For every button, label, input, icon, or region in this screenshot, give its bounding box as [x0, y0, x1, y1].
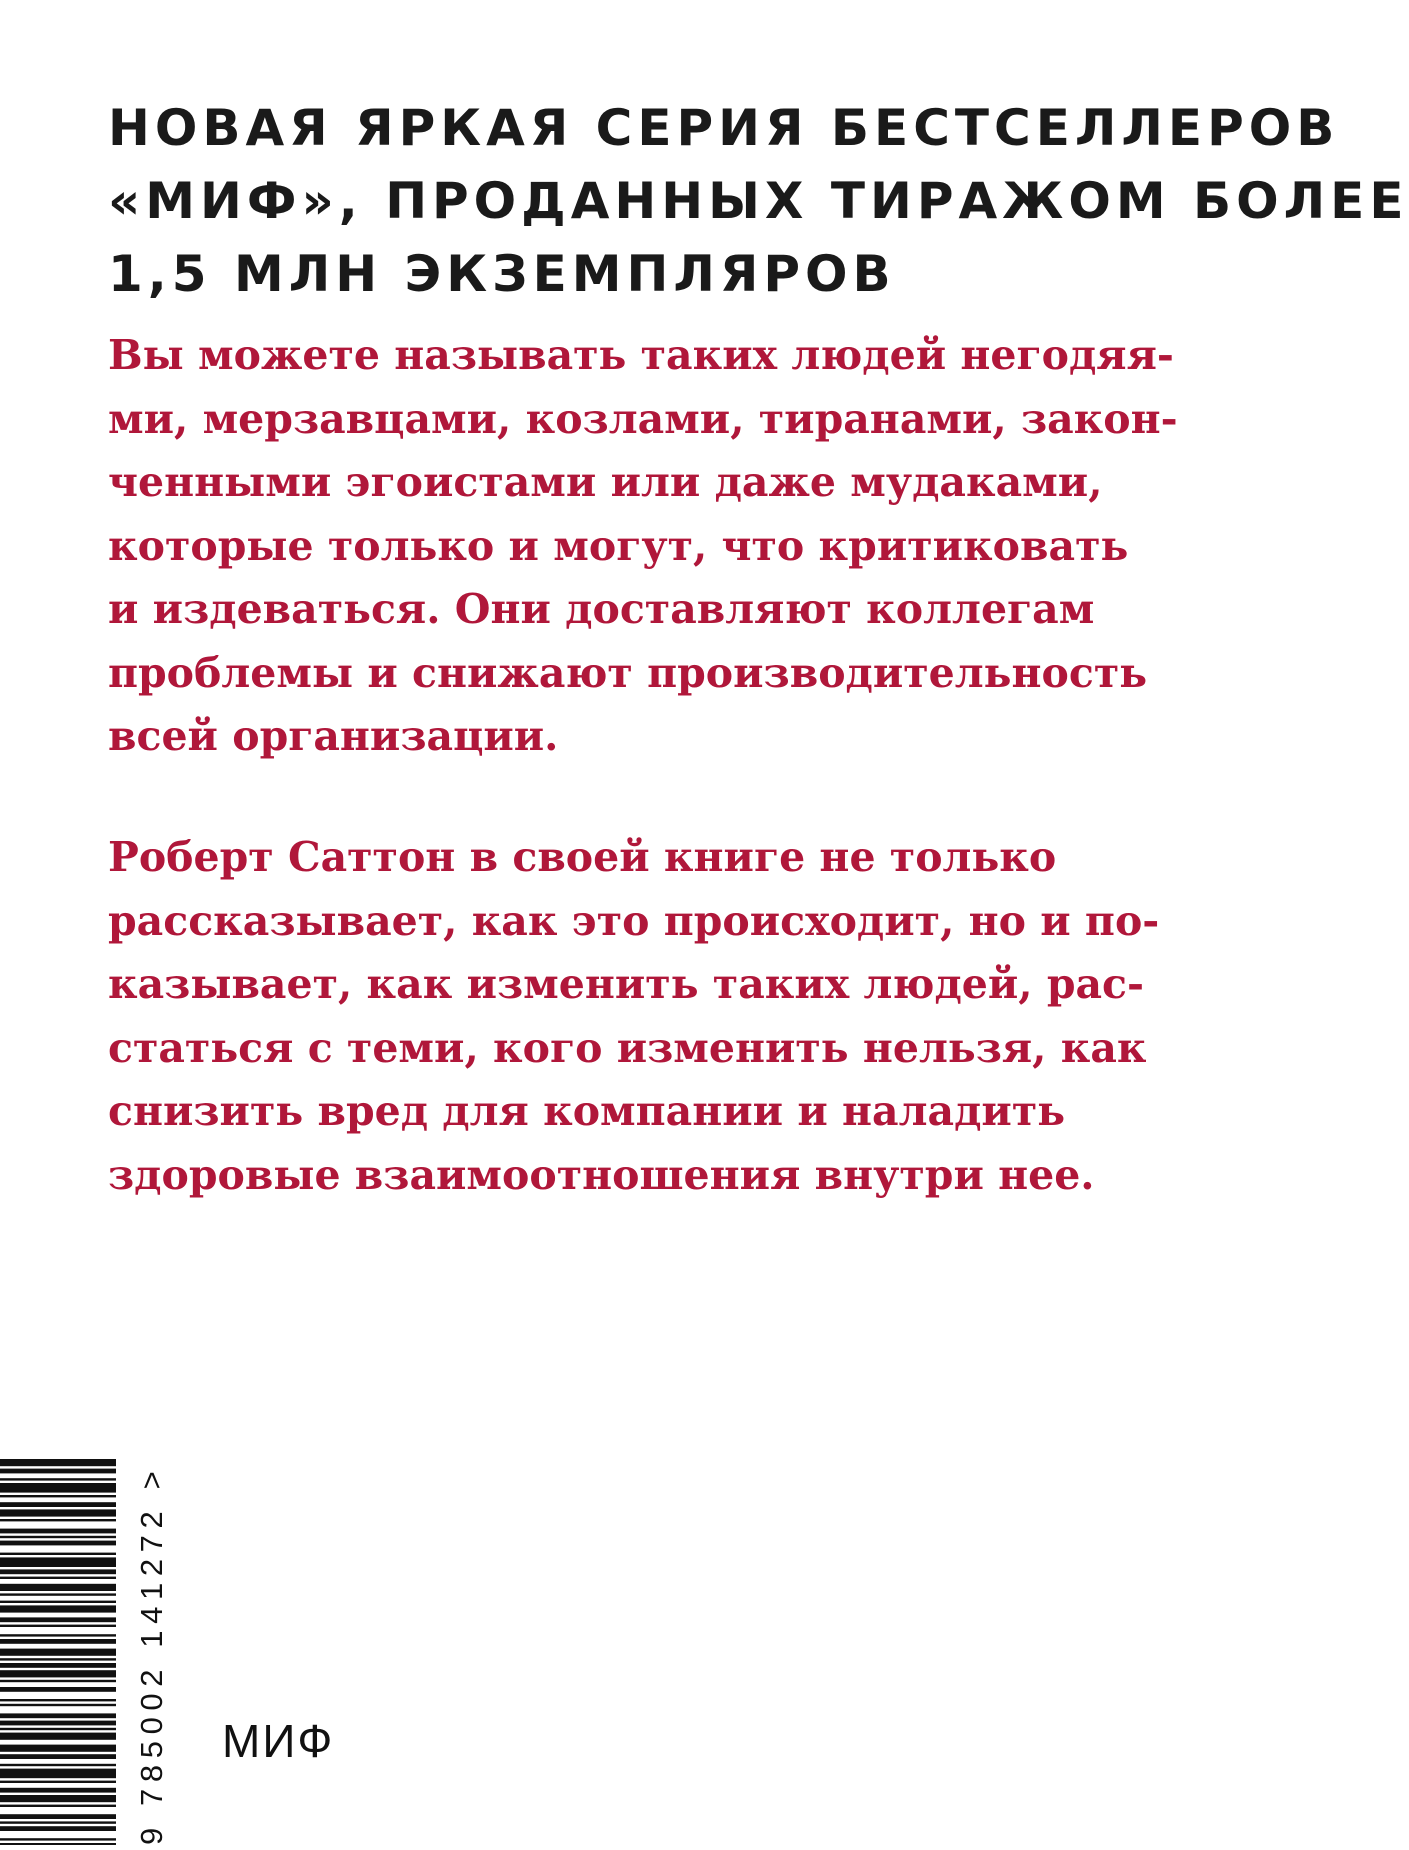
- barcode-bar: [0, 1593, 116, 1595]
- barcode-bar: [0, 1649, 116, 1656]
- barcode-bar: [0, 1733, 116, 1740]
- paragraph-line: Роберт Саттон в своей книге не только: [108, 833, 1057, 881]
- headline-line: «МИФ», ПРОДАННЫХ ТИРАЖОМ БОЛЕЕ: [108, 172, 1409, 230]
- barcode-bar: [0, 1764, 116, 1766]
- barcode-bar: [0, 1605, 116, 1612]
- paragraph-line: здоровые взаимоотношения внутри нее.: [108, 1150, 1095, 1199]
- isbn-barcode: [0, 1455, 150, 1850]
- barcode-bar: [0, 1821, 116, 1823]
- barcode-bar: [0, 1569, 116, 1574]
- headline-line: НОВАЯ ЯРКАЯ СЕРИЯ БЕСТСЕЛЛЕРОВ: [108, 99, 1340, 157]
- description-paragraph-2: [108, 826, 1168, 1207]
- paragraph-line: снизить вред для компании и наладить: [108, 1087, 1066, 1135]
- barcode-bar: [0, 1495, 116, 1497]
- headline-line: 1,5 МЛН ЭКЗЕМПЛЯРОВ: [108, 245, 896, 303]
- barcode-bar: [0, 1478, 116, 1480]
- barcode-bar: [0, 1529, 116, 1534]
- barcode-bar: [0, 1680, 116, 1682]
- description-paragraph-1: [108, 324, 1178, 769]
- barcode-bar: [0, 1541, 116, 1546]
- barcode-bar: [0, 1469, 116, 1474]
- barcode-bar: [0, 1788, 116, 1793]
- barcode-bar: [0, 1805, 116, 1807]
- publisher-logo-text: МИФ: [222, 1715, 335, 1767]
- barcode-bar: [0, 1625, 116, 1627]
- barcode-bar: [0, 1713, 116, 1718]
- paragraph-line: всей организации.: [108, 712, 559, 760]
- barcode-bar: [0, 1843, 116, 1845]
- barcode-bar: [0, 1769, 116, 1779]
- paragraph-line: Вы можете называть таких людей негодяя-: [108, 331, 1174, 379]
- barcode-bar: [0, 1699, 116, 1701]
- barcode-bar: [0, 1577, 116, 1579]
- barcode-bar: [0, 1617, 116, 1622]
- barcode-bar: [0, 1639, 116, 1644]
- barcode-bar: [0, 1483, 116, 1493]
- barcode-bar: [0, 1557, 116, 1567]
- barcode-bar: [0, 1781, 116, 1783]
- barcode-bar: [0, 1838, 116, 1840]
- barcode-bar: [0, 1553, 116, 1555]
- barcode-bar: [0, 1584, 116, 1591]
- barcode-bar: [0, 1728, 116, 1730]
- barcode-bar: [0, 1509, 116, 1516]
- paragraph-line: казывает, как изменить таких людей, рас-: [108, 960, 1145, 1008]
- barcode-bar: [0, 1601, 116, 1603]
- paragraph-line: проблемы и снижают производительность: [108, 648, 1148, 697]
- paragraph-line: которые только и могут, что критиковать: [108, 521, 1129, 570]
- paragraph-line: статься с теми, кого изменить нельзя, как: [108, 1023, 1147, 1072]
- barcode-bar: [0, 1663, 116, 1668]
- barcode-bar: [0, 1795, 116, 1802]
- barcode-bar: [0, 1634, 116, 1636]
- barcode-bar: [0, 1670, 116, 1677]
- barcode-bar: [0, 1459, 116, 1466]
- paragraph-line: ченными эгоистами или даже мудаками,: [108, 458, 1103, 506]
- paragraph-line: рассказывает, как это происходит, но и по-: [108, 896, 1160, 945]
- barcode-bar: [0, 1754, 116, 1759]
- barcode-bar: [0, 1519, 116, 1521]
- paragraph-line: ми, мерзавцами, козлами, тиранами, закон-: [108, 394, 1178, 443]
- barcode-bar: [0, 1745, 116, 1752]
- barcode-bar: [0, 1721, 116, 1726]
- barcode-bar: [0, 1814, 116, 1819]
- barcode-bar: [0, 1687, 116, 1692]
- publisher-logo: [222, 1715, 335, 1767]
- barcode-bar: [0, 1826, 116, 1831]
- barcode-bar: [0, 1704, 116, 1706]
- paragraph-line: и издеваться. Они доставляют коллегам: [108, 585, 1095, 633]
- barcode-bar: [0, 1502, 116, 1507]
- barcode-bar: [0, 1536, 116, 1538]
- series-headline: [108, 92, 1409, 311]
- barcode-bar: [0, 1658, 116, 1660]
- isbn-digits: 9 785002 141272 >: [134, 1464, 169, 1845]
